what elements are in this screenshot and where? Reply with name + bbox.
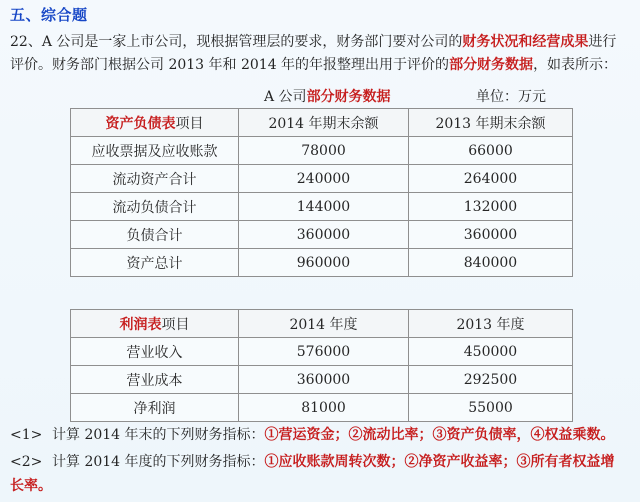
requirement-label: <2> — [10, 454, 43, 470]
row-value-2013: 292500 — [409, 366, 573, 394]
requirement-text: 计算 2014 年末的下列财务指标： — [52, 427, 265, 443]
header-item-red: 利润表 — [119, 316, 162, 333]
header-2013: 2013 年期末余额 — [409, 109, 573, 137]
row-item: 营业成本 — [71, 366, 239, 394]
header-item — [71, 310, 239, 338]
row-value-2014: 576000 — [239, 338, 409, 366]
table-row — [71, 338, 573, 366]
row-value-2014: 360000 — [239, 366, 409, 394]
question-line-1 — [10, 31, 616, 53]
row-value-2014: 144000 — [239, 193, 409, 221]
question-text: 22、A 公司是一家上市公司，现根据管理层的要求，财务部门要对公司的 — [10, 34, 463, 50]
table-caption — [264, 86, 391, 106]
table-header-row — [71, 109, 573, 137]
row-value-2013: 360000 — [409, 221, 573, 249]
table-row — [71, 394, 573, 422]
requirement-highlight: ①应收账款周转次数；②净资产收益率；③所有者权益增 — [264, 454, 615, 470]
row-value-2014: 960000 — [239, 249, 409, 277]
row-item: 资产总计 — [71, 249, 239, 277]
row-item: 净利润 — [71, 394, 239, 422]
row-value-2014: 240000 — [239, 165, 409, 193]
table-row — [71, 165, 573, 193]
header-2014: 2014 年度 — [239, 310, 409, 338]
row-value-2013: 55000 — [409, 394, 573, 422]
table-row — [71, 221, 573, 249]
income-statement-table — [70, 309, 573, 422]
row-value-2014: 81000 — [239, 394, 409, 422]
requirement-text: 计算 2014 年度的下列财务指标： — [52, 454, 265, 470]
row-item: 负债合计 — [71, 221, 239, 249]
header-item-suffix: 项目 — [161, 316, 190, 333]
requirement-1 — [10, 424, 615, 446]
table-row — [71, 193, 573, 221]
question-text: 进行 — [588, 34, 617, 50]
row-value-2013: 450000 — [409, 338, 573, 366]
requirement-highlight: ①营运资金；②流动比率；③资产负债率，④权益乘数。 — [264, 427, 615, 443]
requirement-label: <1> — [10, 427, 43, 443]
table-header-row — [71, 310, 573, 338]
table-unit: 单位：万元 — [476, 89, 546, 105]
requirement-highlight: 长率。 — [10, 478, 52, 494]
header-item-suffix: 项目 — [175, 115, 204, 132]
row-value-2013: 840000 — [409, 249, 573, 277]
header-2013: 2013 年度 — [409, 310, 573, 338]
question-highlight: 部分财务数据 — [449, 57, 534, 73]
row-item: 应收票据及应收账款 — [71, 137, 239, 165]
question-text: 评价。财务部门根据公司 2013 年和 2014 年的年报整理出用于评价的 — [10, 57, 450, 73]
row-value-2013: 264000 — [409, 165, 573, 193]
caption-highlight: 部分财务数据 — [306, 89, 391, 105]
row-item: 营业收入 — [71, 338, 239, 366]
row-item: 流动负债合计 — [71, 193, 239, 221]
question-highlight: 财务状况和经营成果 — [462, 34, 589, 50]
header-item — [71, 109, 239, 137]
question-line-2 — [10, 54, 617, 76]
row-value-2014: 78000 — [239, 137, 409, 165]
balance-sheet-table — [70, 108, 573, 277]
header-item-red: 资产负债表 — [105, 115, 176, 132]
table-row — [71, 137, 573, 165]
row-item: 流动资产合计 — [71, 165, 239, 193]
question-text: ，如表所示： — [533, 57, 618, 73]
section-title: 五、综合题 — [10, 6, 88, 24]
requirement-2-continued — [10, 475, 52, 497]
row-value-2013: 132000 — [409, 193, 573, 221]
table-row — [71, 249, 573, 277]
header-2014: 2014 年期末余额 — [239, 109, 409, 137]
caption-company: A 公司 — [264, 89, 307, 105]
requirement-2 — [10, 451, 615, 473]
row-value-2013: 66000 — [409, 137, 573, 165]
table-row — [71, 366, 573, 394]
row-value-2014: 360000 — [239, 221, 409, 249]
